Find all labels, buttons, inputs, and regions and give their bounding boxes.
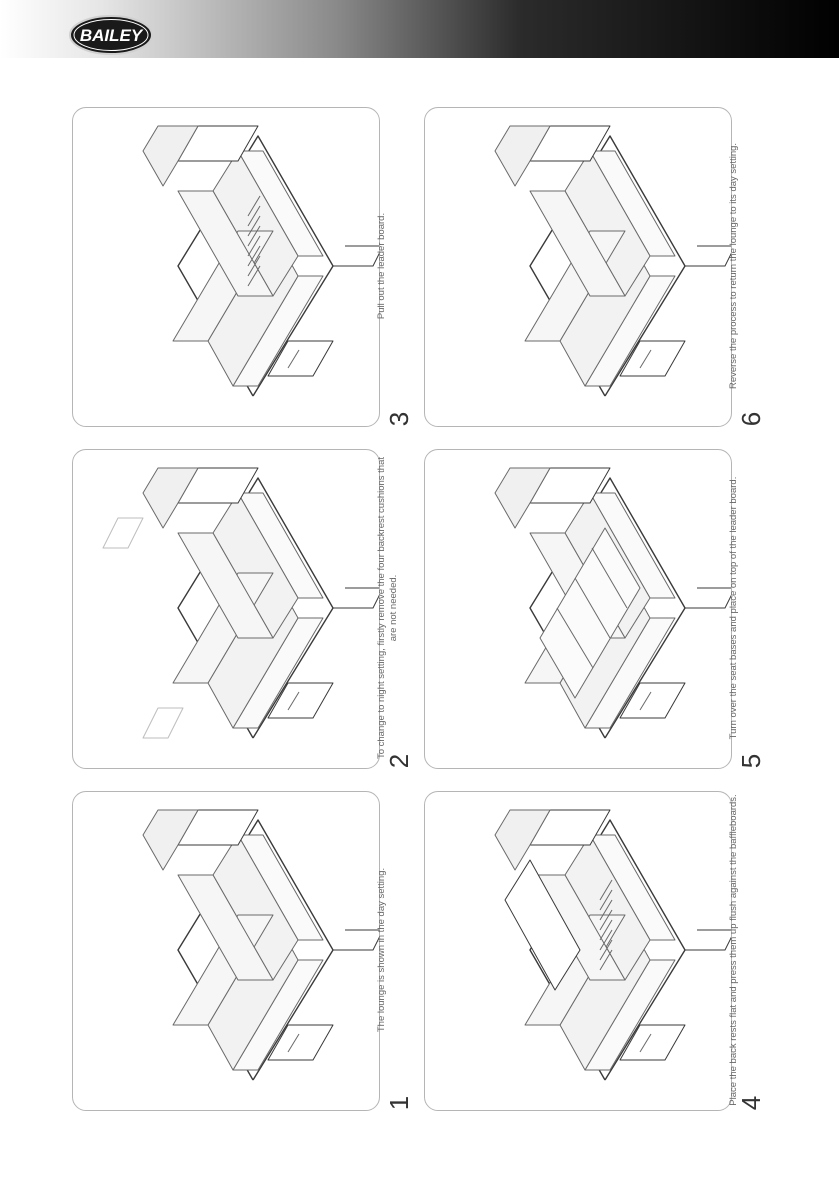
step-1-illustration bbox=[72, 791, 380, 1111]
step-3-illustration bbox=[72, 107, 380, 427]
lounge-line-drawing bbox=[425, 792, 731, 1110]
lounge-line-drawing bbox=[425, 108, 731, 426]
bailey-logo bbox=[68, 14, 154, 56]
lounge-line-drawing bbox=[73, 792, 379, 1110]
step-6-number: 6 bbox=[736, 411, 766, 427]
step-1-number: 1 bbox=[384, 1095, 414, 1111]
step-4-illustration bbox=[424, 791, 732, 1111]
lounge-line-drawing bbox=[73, 450, 379, 768]
header-banner bbox=[0, 0, 839, 58]
step-2-caption: To change to night setting, firstly remove the four backrest cushions that are not needed. bbox=[376, 456, 399, 760]
lounge-line-drawing bbox=[73, 108, 379, 426]
step-4-caption: Place the back rests flat and press them up flush against the baffleboards. bbox=[728, 794, 739, 1106]
step-6-caption: Reverse the process to return the lounge to its day setting. bbox=[728, 142, 739, 390]
step-3-number: 3 bbox=[384, 411, 414, 427]
brand-wordmark: BAILEY bbox=[79, 26, 143, 45]
step-6-illustration bbox=[424, 107, 732, 427]
step-5-illustration bbox=[424, 449, 732, 769]
step-1-caption: The lounge is shown in the day setting. bbox=[376, 867, 387, 1033]
step-5-number: 5 bbox=[736, 753, 766, 769]
step-2-number: 2 bbox=[384, 753, 414, 769]
lounge-line-drawing bbox=[425, 450, 731, 768]
step-4-number: 4 bbox=[736, 1095, 766, 1111]
step-3-caption: Pull out the leader board. bbox=[376, 212, 387, 320]
step-2-illustration bbox=[72, 449, 380, 769]
step-5-caption: Turn over the seat bases and place on top of the leader board. bbox=[728, 476, 739, 740]
